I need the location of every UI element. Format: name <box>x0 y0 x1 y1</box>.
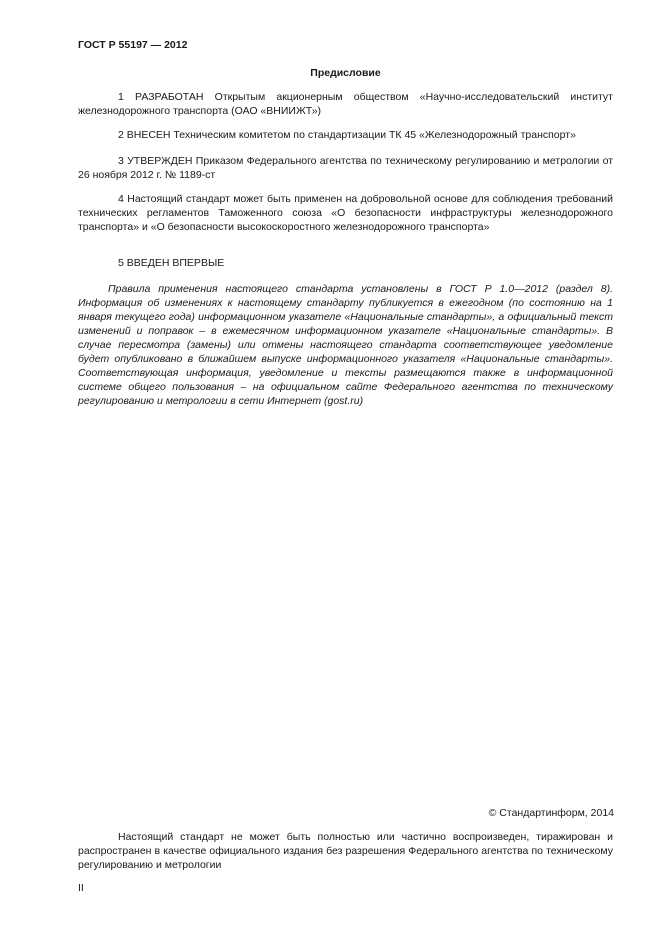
paragraph-developed: 1 РАЗРАБОТАН Открытым акционерным обществом «Научно-исследовательский институт железнодорожного транспорта (ОАО «ВНИИЖТ») <box>78 91 613 117</box>
paragraph-approved: 3 УТВЕРЖДЕН Приказом Федерального агентства по техническому регулированию и метрологии от 26 ноября 2012 г. № 1189-ст <box>78 155 613 181</box>
reproduction-note: Настоящий стандарт не может быть полностью или частично воспроизведен, тиражирован и распространен в качестве официального издания без разрешения Федерального агентства по техническому регулированию и метрологии <box>78 831 613 871</box>
paragraph-applicability: 4 Настоящий стандарт может быть применен на добровольной основе для соблюдения требований технических регламентов Таможенного союза «О безопасности инфраструктуры железнодорожного транспорта» и «О безопасности высокоскоростного железнодорожного транспорта» <box>78 193 613 233</box>
page-number: II <box>78 882 84 894</box>
paragraph-first-introduced: 5 ВВЕДЕН ВПЕРВЫЕ <box>118 257 225 269</box>
notice-paragraph: Правила применения настоящего стандарта установлены в ГОСТ Р 1.0—2012 (раздел 8). Информация об изменениях к настоящему стандарту публикуется в ежегодном (по состоянию на 1 января текущего года) информационном указателе «Национальные стандарты», а официальный текст изменений и поправок – в ежемесячном информационном указателе «Национальные стандарты». В случае пересмотра (замены) или отмены настоящего стандарта соответствующее уведомление будет опубликовано в ближайшем выпуске информационного указателя «Национальные стандарты». Соответствующая информация, уведомление и тексты размещаются также в информационной системе общего пользования – на официальном сайте Федерального агентства по техническому регулированию и метрологии в сети Интернет (gost.ru) <box>78 283 613 407</box>
section-title: Предисловие <box>310 67 381 79</box>
document-header: ГОСТ Р 55197 — 2012 <box>78 39 188 51</box>
copyright-line: © Стандартинформ, 2014 <box>488 807 614 819</box>
paragraph-introduced: 2 ВНЕСЕН Техническим комитетом по стандартизации ТК 45 «Железнодорожный транспорт» <box>118 129 576 141</box>
